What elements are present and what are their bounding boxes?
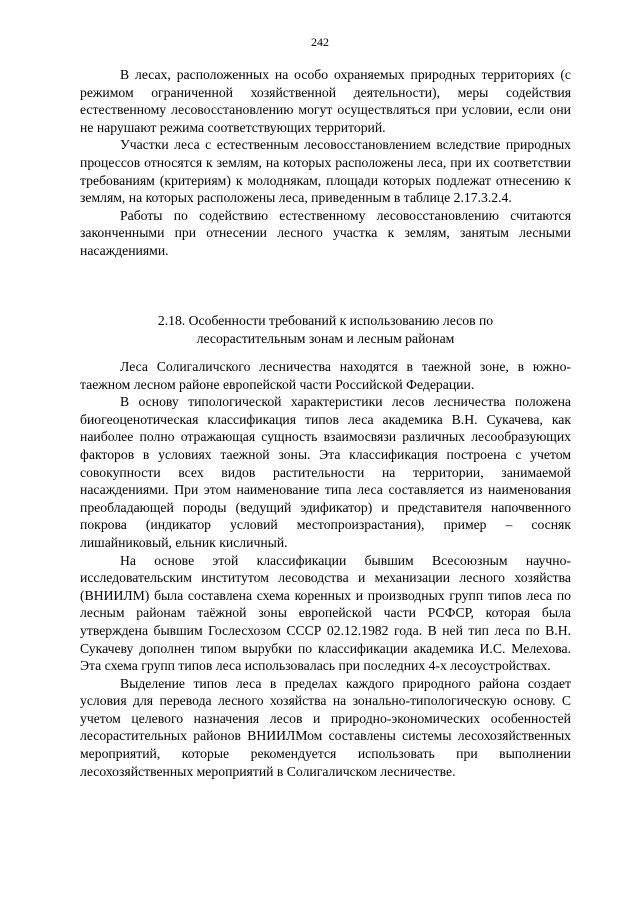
- section-heading-line-1: 2.18. Особенности требований к использованию лесов по: [157, 313, 494, 328]
- section-heading-line-2: лесорастительным зонам и лесным районам: [196, 330, 455, 346]
- section-body: [80, 358, 571, 780]
- paragraph: Выделение типов леса в пределах каждого природного района создает условия для перевода лесного хозяйства на зонально-типологическую основу. С учетом целевого назначения лесов и природно-экономических особенностей лесорастительных районов ВНИИЛМом составлены системы лесохозяйственных мероприятий, которые рекомендуется использовать при выполнении лесохозяйственных мероприятий в Солигаличском лесничестве.: [80, 675, 571, 779]
- paragraph: Участки леса с естественным лесовосстановлением вследствие природных процессов относятся к землям, на которых расположены леса, при их соответствии требованиям (критериям) к молоднякам, площади которых подлежат отнесению к землям, на которых расположены леса, приведенным в таблице 2.17.3.2.4.: [80, 137, 571, 206]
- paragraph: В лесах, расположенных на особо охраняемых природных территориях (с режимом ограниченной хозяйственной деятельности), меры содействия естественному лесовосстановлению могут осуществляться при условии, если они не нарушают режима соответствующих территорий.: [80, 67, 571, 135]
- paragraph: В основу типологической характеристики лесов лесничества положена биогеоценотическая классификация типов леса академика В.Н. Сукачева, как наиболее полно отражающая сущность взаимосвязи различных лесообразующих факторов в условиях таежной зоны. Эта классификация построена с учетом совокупности всех видов растительности на территории, занимаемой насаждениями. При этом наименование типа леса составляется из наименования преобладающей породы (ведущий эдификатор) и представителя напочвенного покрова (индикатор условий местопроизрастания), пример – сосняк лишайниковый, ельник кисличный.: [80, 394, 571, 550]
- paragraph: На основе этой классификации бывшим Всесоюзным научно-исследовательским институтом лесоводства и механизации лесного хозяйства (ВНИИЛМ) была составлена схема коренных и производных групп типов леса по лесным районам таёжной зоны европейской части РСФСР, которая была утверждена бывшим Гослесхозом СССР 02.12.1982 года. В ней тип леса по В.Н. Сукачеву дополнен типом вырубки по классификации академика И.С. Мелехова. Эта схема групп типов леса использовалась при последних 4-х лесоустройствах.: [80, 552, 571, 674]
- paragraph: Леса Солигаличского лесничества находятся в таежной зоне, в южно-таежном лесном районе европейской части Российской Федерации.: [80, 359, 571, 392]
- page-number: 242: [311, 35, 329, 49]
- top-text-block: [80, 66, 571, 260]
- paragraph: Работы по содействию естественному лесовосстановлению считаются законченными при отнесении лесного участка к землям, занятым лесными насаждениями.: [80, 207, 571, 258]
- section-heading: [80, 312, 571, 347]
